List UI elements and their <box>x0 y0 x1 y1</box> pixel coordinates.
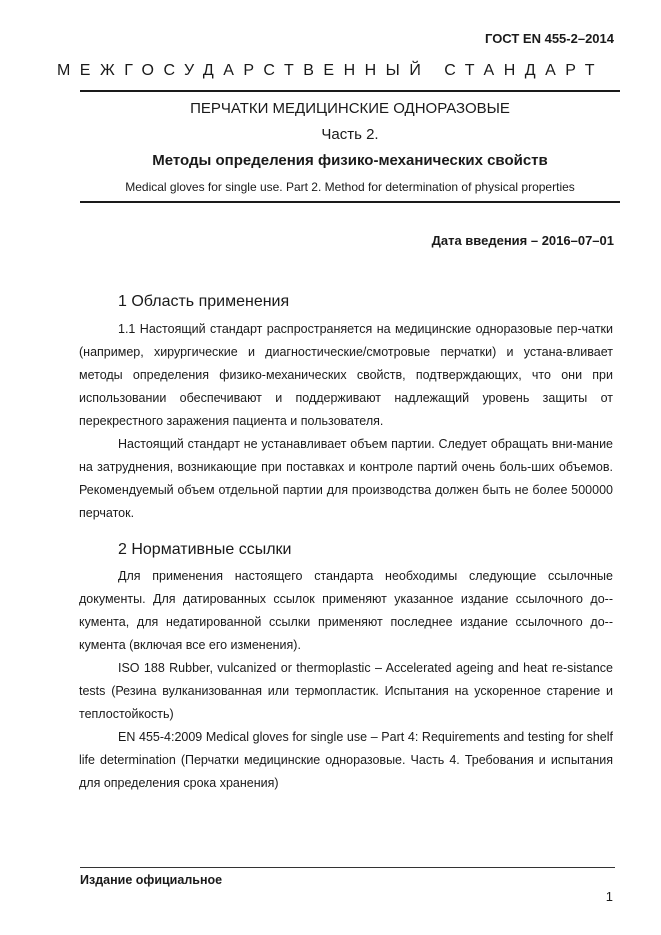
section-heading-scope: 1 Область применения <box>118 293 290 310</box>
document-subtitle: Методы определения физико-механических свойств <box>152 152 548 169</box>
paragraph: 1.1 Настоящий стандарт распространяется на медицинские одноразовые пер-чатки (например, хирургические и диагностические/смотровые перчатки) и устана-вливает методы определения физико-механических свойств, подтверждающих, что они при использовании обеспечивают и поддерживают надлежащий уровень защиты от перекрестного заражения пациента и пользователя. <box>79 322 613 428</box>
introduction-date: Дата введения – 2016–07–01 <box>431 233 614 248</box>
standard-type-heading: МЕЖГОСУДАРСТВЕННЫЙ СТАНДАРТ <box>56 62 605 79</box>
paragraph: Настоящий стандарт не устанавливает объем партии. Следует обращать вни-мание на затруднения, возникающие при поставках и контроле партий очень боль-ших объемов. Рекомендуемый объем отдельной партии для производства должен быть не более 500000 перчаток. <box>79 437 613 520</box>
title-divider <box>80 201 620 203</box>
section-heading-references: 2 Нормативные ссылки <box>118 541 292 558</box>
edition-label: Издание официальное <box>80 873 223 887</box>
document-part: Часть 2. <box>321 126 379 143</box>
paragraph: Для применения настоящего стандарта необходимы следующие ссылочные документы. Для датированных ссылок применяют указанное издание ссылочного до-кумента, для недатированной ссылки применяют последнее издание ссылочного до-кумента (включая все его изменения). <box>79 569 613 652</box>
page-number: 1 <box>605 889 613 904</box>
document-code: ГОСТ EN 455-2–2014 <box>485 31 614 46</box>
footer-divider <box>80 867 615 868</box>
reference-en-455-4: EN 455-4:2009 Medical gloves for single use – Part 4: Requirements and testing for shelf life determination (Перчатки медицинские одноразовые. Часть 4. Требования и испытания для определения срока хранения) <box>79 730 613 790</box>
header-divider <box>80 90 620 92</box>
document-title-english: Medical gloves for single use. Part 2. Method for determination of physical properties <box>125 180 575 194</box>
reference-iso-188: ISO 188 Rubber, vulcanized or thermoplastic – Accelerated ageing and heat re-sistance tests (Резина вулканизованная или термопластик. Испытания на ускоренное старение и теплостойкость) <box>79 661 613 721</box>
document-title: ПЕРЧАТКИ МЕДИЦИНСКИЕ ОДНОРАЗОВЫЕ <box>190 100 510 117</box>
